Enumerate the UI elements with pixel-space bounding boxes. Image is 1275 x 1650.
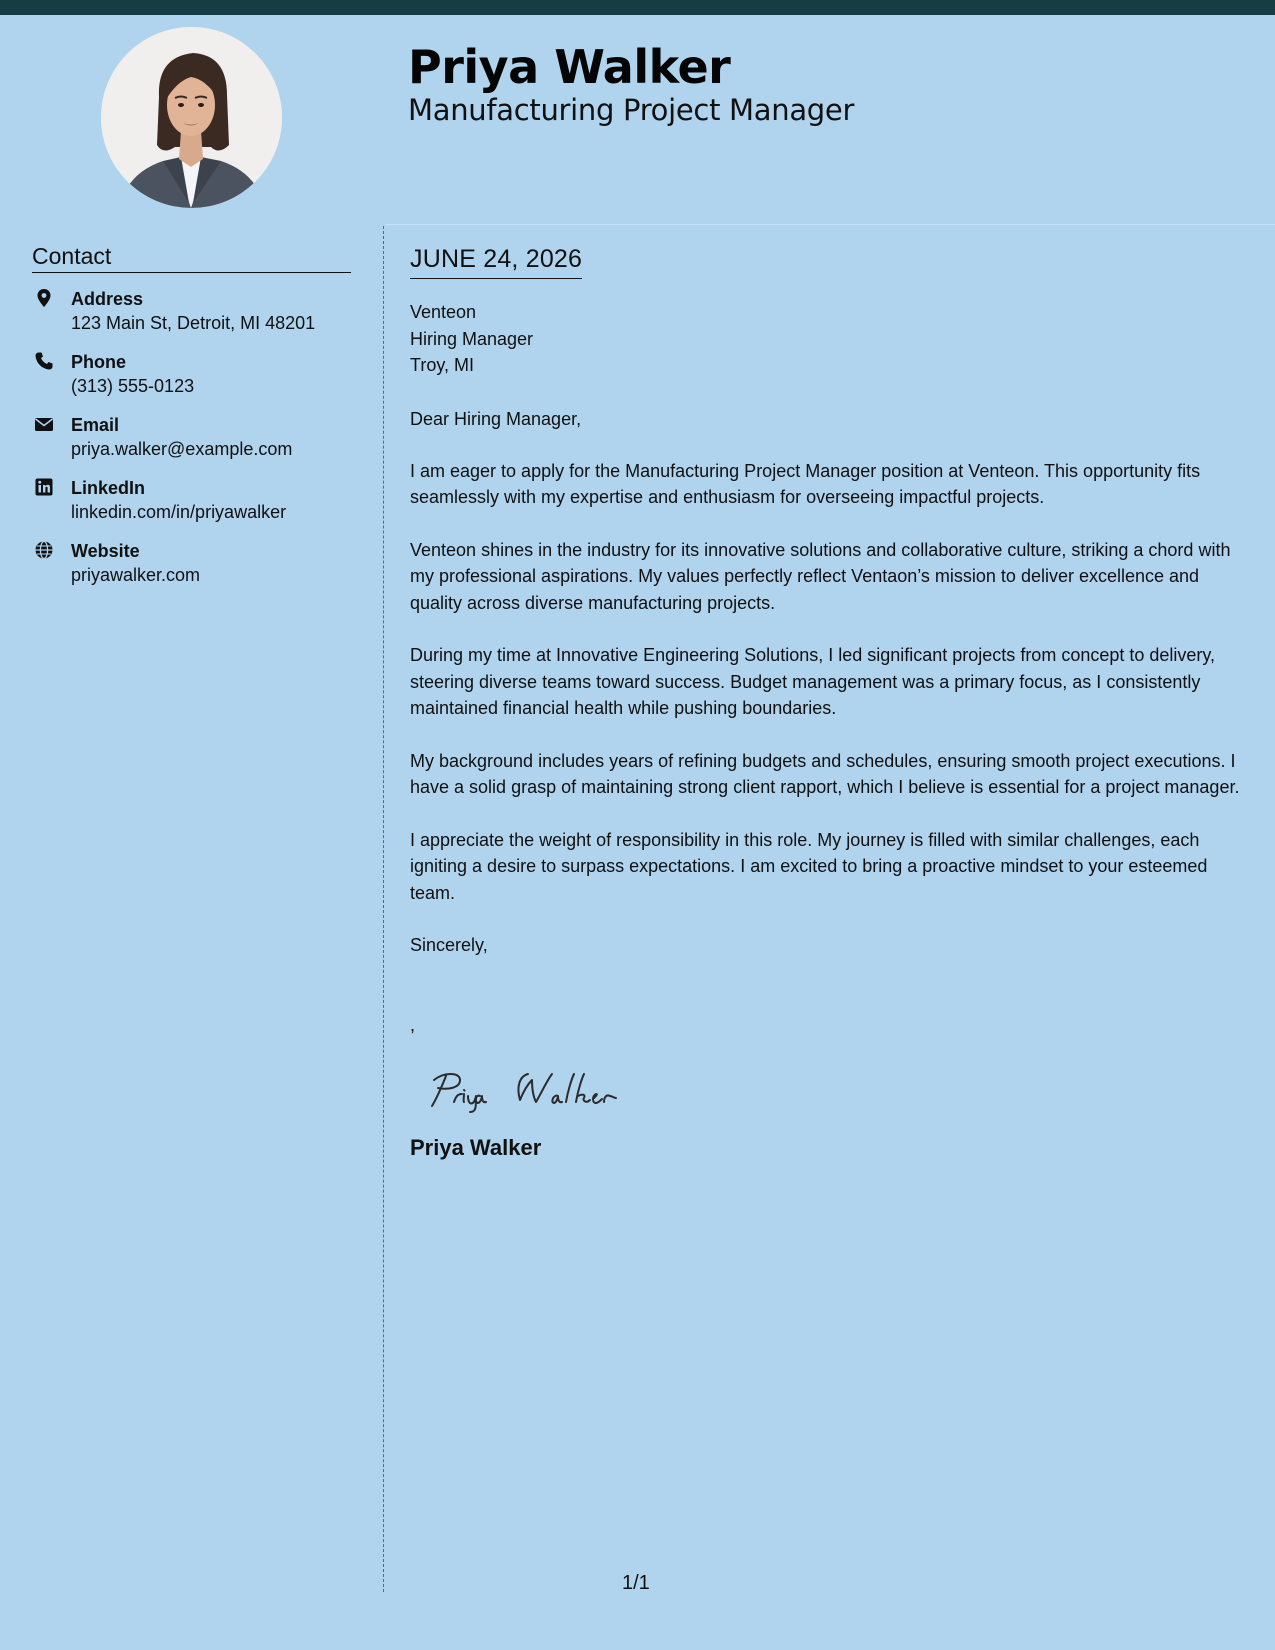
body-paragraph: I am eager to apply for the Manufacturing Project Manager position at Venteon. This opportunity fits seamlessly with my expertise and enthusiasm for overseeing impactful projects. (410, 460, 1201, 507)
phone-icon (34, 351, 54, 371)
recipient-role: Hiring Manager (410, 328, 534, 349)
website-value[interactable]: priyawalker.com (71, 565, 201, 585)
applicant-name: Priya Walker (408, 40, 731, 94)
phone-value[interactable]: (313) 555-0123 (71, 376, 195, 396)
address-value: 123 Main St, Detroit, MI 48201 (71, 313, 316, 333)
stray-comma: , (410, 1015, 416, 1035)
salutation: Dear Hiring Manager, (410, 408, 582, 429)
contact-heading: Contact (32, 242, 351, 273)
contact-item-email (32, 413, 351, 476)
letter-body (410, 244, 1250, 1162)
contact-item-website (32, 539, 351, 602)
envelope-icon (34, 414, 54, 434)
linkedin-value[interactable]: linkedin.com/in/priyawalker (71, 502, 287, 522)
letter-date: JUNE 24, 2026 (410, 245, 583, 273)
email-value[interactable]: priya.walker@example.com (71, 439, 293, 459)
page-number: 1/1 (622, 1572, 650, 1594)
column-divider (383, 226, 384, 1592)
linkedin-icon (34, 477, 54, 497)
contact-label: LinkedIn (71, 478, 146, 498)
applicant-title: Manufacturing Project Manager (408, 92, 855, 127)
top-accent-bar (0, 0, 1275, 15)
signer-name: Priya Walker (410, 1135, 542, 1160)
letter-header (408, 42, 854, 126)
recipient-location: Troy, MI (410, 355, 474, 375)
date-block (410, 244, 582, 279)
profile-photo (101, 27, 282, 208)
header-divider (385, 224, 1275, 225)
globe-icon (34, 540, 54, 560)
body-paragraph: I appreciate the weight of responsibility in this role. My journey is filled with similar challenges, each igniting a desire to surpass expectations. I am excited to bring a proactive mindset to your esteemed team. (410, 829, 1208, 903)
contact-item-linkedin (32, 476, 351, 539)
contact-sidebar (32, 242, 351, 602)
body-paragraph: Venteon shines in the industry for its innovative solutions and collaborative culture, striking a chord with my professional aspirations. My values perfectly reflect Ventaon’s mission to deliver excellence and quality across diverse manufacturing projects. (410, 539, 1231, 613)
handwritten-signature (424, 1066, 664, 1114)
contact-label: Website (71, 541, 140, 561)
body-paragraph: During my time at Innovative Engineering Solutions, I led significant projects from concept to delivery, steering diverse teams toward success. Budget management was a primary focus, as I consistently maintained financial health while pushing boundaries. (410, 645, 1216, 718)
contact-item-phone (32, 350, 351, 413)
recipient-block (410, 299, 1250, 379)
contact-item-address (32, 287, 351, 350)
map-pin-icon (34, 288, 54, 308)
contact-list (32, 287, 351, 602)
contact-label: Phone (71, 352, 127, 372)
closing: Sincerely, (410, 935, 488, 955)
body-paragraph: My background includes years of refining budgets and schedules, ensuring smooth project executions. I have a solid grasp of maintaining strong client rapport, which I believe is essential for a project manager. (410, 750, 1240, 797)
contact-label: Email (71, 415, 120, 435)
recipient-company: Venteon (410, 302, 477, 322)
contact-label: Address (71, 289, 144, 309)
